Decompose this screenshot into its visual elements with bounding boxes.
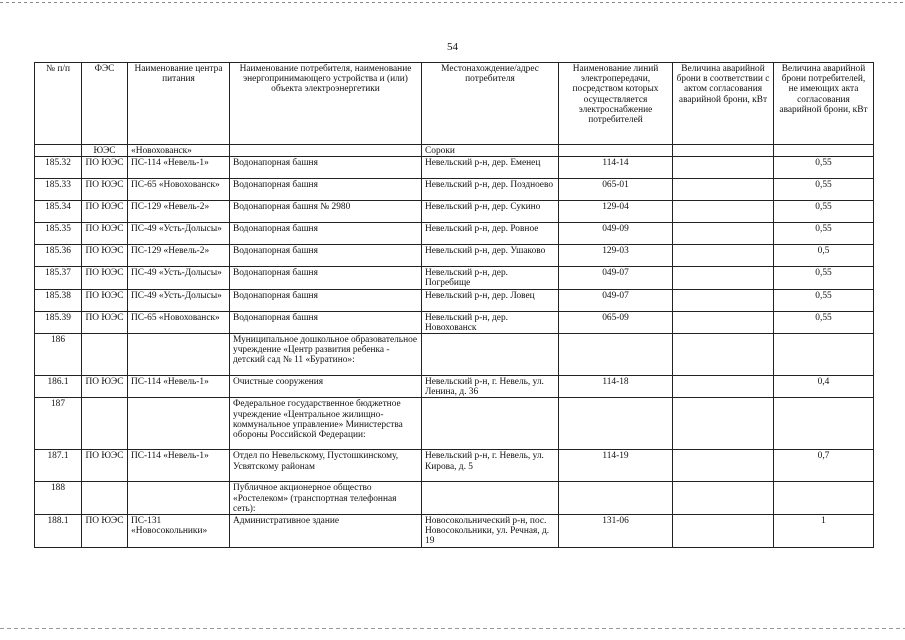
table-row (35, 201, 874, 223)
row-line: 049-07 (559, 289, 673, 311)
row-num: 188.1 (35, 515, 82, 548)
row-center: ПС-131 «Новосокольники» (128, 515, 230, 548)
row-center (128, 334, 230, 376)
header-lines: Наименование линий электропередачи, посредством которых осуществляется электроснабжение потребителей (559, 63, 673, 145)
table-row (35, 398, 874, 450)
row-location: Невельский р-н, дер. Погребище (422, 267, 559, 289)
row-num: 187 (35, 398, 82, 450)
row-consumer: Водонапорная башня (230, 179, 422, 201)
header-reserve-no-act: Величина аварийной брони потребителей, не имеющих акта согласования аварийной брони, кВт (774, 63, 874, 145)
row-num: 185.39 (35, 311, 82, 333)
row-num: 188 (35, 482, 82, 515)
table-row (35, 376, 874, 398)
row-location: Невельский р-н, дер. Позднoево (422, 179, 559, 201)
row-line: 049-09 (559, 223, 673, 245)
row-reserve-act (673, 223, 774, 245)
row-location: Сороки (422, 145, 559, 157)
row-consumer (230, 145, 422, 157)
row-location (422, 482, 559, 515)
table-row (35, 450, 874, 482)
row-reserve-act (673, 179, 774, 201)
row-line: 129-04 (559, 201, 673, 223)
row-consumer: Водонапорная башня (230, 267, 422, 289)
row-line (559, 145, 673, 157)
table-row (35, 311, 874, 333)
row-center: ПС-49 «Усть-Долысы» (128, 267, 230, 289)
row-center: ПС-114 «Невель-1» (128, 376, 230, 398)
header-consumer: Наименование потребителя, наименование энергопринимающего устройства и (или) объекта электроэнергетики (230, 63, 422, 145)
row-fes (82, 398, 128, 450)
row-location (422, 398, 559, 450)
row-reserve-act (673, 157, 774, 179)
row-fes: ЮЭС (82, 145, 128, 157)
row-reserve-no-act: 0,55 (774, 157, 874, 179)
row-location: Новосокольнический р-н, пос. Новосокольники, ул. Речная, д. 19 (422, 515, 559, 548)
table-row (35, 223, 874, 245)
row-reserve-act (673, 289, 774, 311)
row-location: Невельский р-н, дер. Ровное (422, 223, 559, 245)
row-num: 185.32 (35, 157, 82, 179)
row-fes: ПО ЮЭС (82, 201, 128, 223)
row-center (128, 482, 230, 515)
row-location: Невельский р-н, г. Невель, ул. Ленина, д. 36 (422, 376, 559, 398)
row-consumer: Публичное акционерное общество «Ростелеком» (транспортная телефонная сеть): (230, 482, 422, 515)
row-reserve-no-act: 0,55 (774, 179, 874, 201)
row-reserve-act (673, 245, 774, 267)
row-line: 114-14 (559, 157, 673, 179)
row-fes: ПО ЮЭС (82, 245, 128, 267)
row-reserve-act (673, 311, 774, 333)
row-fes: ПО ЮЭС (82, 267, 128, 289)
row-reserve-no-act: 0,55 (774, 289, 874, 311)
row-fes: ПО ЮЭС (82, 179, 128, 201)
row-reserve-act (673, 145, 774, 157)
header-reserve-act: Величина аварийной брони в соответствии с актом согласования аварийной брони, кВт (673, 63, 774, 145)
table-row (35, 482, 874, 515)
row-reserve-no-act: 0,7 (774, 450, 874, 482)
row-num: 187.1 (35, 450, 82, 482)
row-reserve-no-act: 0,55 (774, 267, 874, 289)
row-num: 185.38 (35, 289, 82, 311)
row-line: 065-01 (559, 179, 673, 201)
row-fes: ПО ЮЭС (82, 157, 128, 179)
row-reserve-no-act (774, 482, 874, 515)
row-num: 185.35 (35, 223, 82, 245)
row-reserve-act (673, 334, 774, 376)
row-consumer: Водонапорная башня (230, 311, 422, 333)
row-location: Невельский р-н, дер. Новохованск (422, 311, 559, 333)
row-center: ПС-49 «Усть-Долысы» (128, 223, 230, 245)
row-num: 186 (35, 334, 82, 376)
row-consumer: Отдел по Невельскому, Пустошкинскому, Усвятскому районам (230, 450, 422, 482)
row-center: ПС-49 «Усть-Долысы» (128, 289, 230, 311)
row-reserve-no-act: 0,55 (774, 201, 874, 223)
row-reserve-act (673, 398, 774, 450)
row-reserve-no-act: 0,55 (774, 223, 874, 245)
row-reserve-act (673, 376, 774, 398)
header-center: Наименование центра питания (128, 63, 230, 145)
row-num: 185.37 (35, 267, 82, 289)
table-body (35, 145, 874, 548)
table-header-row (35, 63, 874, 145)
row-consumer: Водонапорная башня (230, 157, 422, 179)
row-reserve-act (673, 450, 774, 482)
table-row (35, 515, 874, 548)
header-num: № п/п (35, 63, 82, 145)
table-row (35, 157, 874, 179)
row-location: Невельский р-н, дер. Сукино (422, 201, 559, 223)
table-row (35, 267, 874, 289)
table-row (35, 145, 874, 157)
row-center (128, 398, 230, 450)
row-consumer: Муниципальное дошкольное образовательное учреждение «Центр развития ребенка - детский сад № 11 «Буратино»: (230, 334, 422, 376)
row-line (559, 398, 673, 450)
row-num (35, 145, 82, 157)
row-reserve-no-act (774, 398, 874, 450)
row-consumer: Федеральное государственное бюджетное учреждение «Центральное жилищно-коммунальное управление» Министерства обороны Российской Федерации: (230, 398, 422, 450)
row-fes (82, 482, 128, 515)
row-reserve-act (673, 515, 774, 548)
row-center: ПС-65 «Новохованск» (128, 311, 230, 333)
table-row (35, 245, 874, 267)
scan-edge-bottom (0, 628, 905, 629)
row-fes: ПО ЮЭС (82, 450, 128, 482)
row-fes: ПО ЮЭС (82, 223, 128, 245)
header-fes: ФЭС (82, 63, 128, 145)
row-reserve-no-act (774, 334, 874, 376)
row-center: ПС-129 «Невель-2» (128, 245, 230, 267)
row-line (559, 334, 673, 376)
row-line: 114-18 (559, 376, 673, 398)
row-num: 185.33 (35, 179, 82, 201)
row-reserve-no-act: 0,5 (774, 245, 874, 267)
row-reserve-no-act: 0,4 (774, 376, 874, 398)
row-consumer: Водонапорная башня (230, 289, 422, 311)
row-location: Невельский р-н, дер. Еменец (422, 157, 559, 179)
row-fes: ПО ЮЭС (82, 376, 128, 398)
row-location (422, 334, 559, 376)
row-reserve-no-act: 1 (774, 515, 874, 548)
row-num: 185.34 (35, 201, 82, 223)
row-consumer: Водонапорная башня (230, 245, 422, 267)
row-line: 049-07 (559, 267, 673, 289)
scan-edge-top (0, 2, 905, 3)
row-line: 065-09 (559, 311, 673, 333)
page-number: 54 (447, 41, 458, 53)
row-consumer: Административное здание (230, 515, 422, 548)
row-num: 185.36 (35, 245, 82, 267)
row-line: 131-06 (559, 515, 673, 548)
row-line (559, 482, 673, 515)
table-row (35, 289, 874, 311)
row-fes (82, 334, 128, 376)
row-center: ПС-114 «Невель-1» (128, 157, 230, 179)
row-center: «Новохованск» (128, 145, 230, 157)
row-location: Невельский р-н, г. Невель, ул. Кирова, д. 5 (422, 450, 559, 482)
row-fes: ПО ЮЭС (82, 289, 128, 311)
row-location: Невельский р-н, дер. Ушаково (422, 245, 559, 267)
row-consumer: Водонапорная башня (230, 223, 422, 245)
reserve-table (34, 62, 874, 548)
row-line: 114-19 (559, 450, 673, 482)
row-consumer: Водонапорная башня № 2980 (230, 201, 422, 223)
row-fes: ПО ЮЭС (82, 311, 128, 333)
row-center: ПС-65 «Новохованск» (128, 179, 230, 201)
table-row (35, 179, 874, 201)
row-reserve-act (673, 482, 774, 515)
row-center: ПС-129 «Невель-2» (128, 201, 230, 223)
row-num: 186.1 (35, 376, 82, 398)
header-location: Местонахождение/адрес потребителя (422, 63, 559, 145)
row-reserve-no-act: 0,55 (774, 311, 874, 333)
row-reserve-act (673, 201, 774, 223)
row-location: Невельский р-н, дер. Ловец (422, 289, 559, 311)
row-center: ПС-114 «Невель-1» (128, 450, 230, 482)
table-row (35, 334, 874, 376)
row-line: 129-03 (559, 245, 673, 267)
row-fes: ПО ЮЭС (82, 515, 128, 548)
row-consumer: Очистные сооружения (230, 376, 422, 398)
row-reserve-act (673, 267, 774, 289)
row-reserve-no-act (774, 145, 874, 157)
